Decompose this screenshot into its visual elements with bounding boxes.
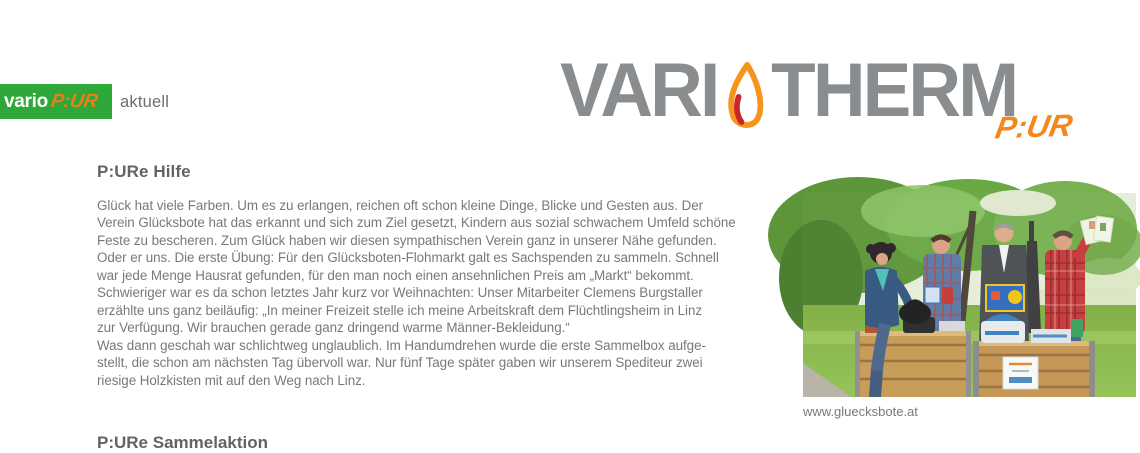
article-text-line: Verein Glücksbote hat das erkannt und sich zum Ziel gesetzt, Kindern aus sozial schwachem Umfeld schöne bbox=[97, 215, 736, 231]
vario-pur-badge bbox=[0, 84, 112, 119]
variotherm-logo bbox=[560, 48, 1076, 150]
article-title: P:URe Hilfe bbox=[97, 162, 191, 182]
article-body bbox=[97, 197, 792, 389]
article-text-line: Feste zu bescheren. Zum Glück haben wir diesen sympathischen Verein ganz in unserer Nähe gefunden. bbox=[97, 232, 717, 248]
article-text-line: riesige Holzkisten mit auf den Weg nach Linz. bbox=[97, 372, 366, 388]
badge-brand-text: vario bbox=[4, 90, 48, 112]
article-photo bbox=[803, 193, 1136, 397]
logo-word-start: VARI bbox=[560, 48, 718, 133]
article-text-line: erzählte uns ganz beiläufig: „In meiner Freizeit stelle ich meine Arbeitskraft dem Flüchtlingsheim in Linz bbox=[97, 302, 703, 318]
badge-product-text: P:UR bbox=[49, 90, 100, 112]
photo-overlay bbox=[803, 193, 1136, 397]
flame-icon bbox=[720, 60, 770, 134]
logo-wordmark bbox=[560, 48, 1048, 134]
article-text-line: Oder er uns. Die erste Übung: Für den Glücksboten-Flohmarkt galt es Sachspenden zu sammeln. Schnell bbox=[97, 250, 719, 266]
article-text-line: zur Verfügung. Wir brauchen gerade ganz dringend warme Männer-Bekleidung.“ bbox=[97, 320, 570, 336]
article-text-line: stellt, die schon am nächsten Tag übervoll war. Nur fünf Tage später gaben wir unserem Spediteur zwei bbox=[97, 355, 703, 371]
gluecksbote-photo-illustration bbox=[803, 193, 1136, 397]
logo-word-end: THERM bbox=[771, 48, 1017, 133]
badge-label-aktuell: aktuell bbox=[120, 93, 170, 111]
article-text-line: Glück hat viele Farben. Um es zu erlangen, reichen oft schon kleine Dinge, Blicke und Gesten aus. Der bbox=[97, 198, 704, 213]
next-article-title: P:URe Sammelaktion bbox=[97, 433, 268, 453]
article-text-line: Was dann geschah war schlichtweg unglaublich. Im Handumdrehen wurde die erste Sammelbox aufge- bbox=[97, 337, 706, 353]
article-text-line: Schwieriger war es da schon letztes Jahr kurz vor Weihnachten: Unser Mitarbeiter Clemens Burgstaller bbox=[97, 285, 703, 301]
photo-caption-url: www.gluecksbote.at bbox=[803, 404, 918, 419]
article-text-line: war jede Menge Hausrat gefunden, für den man noch einen ansehnlichen Preis am „Markt“ bekommt. bbox=[97, 267, 694, 283]
logo-sub-brand: P:UR bbox=[992, 107, 1076, 146]
